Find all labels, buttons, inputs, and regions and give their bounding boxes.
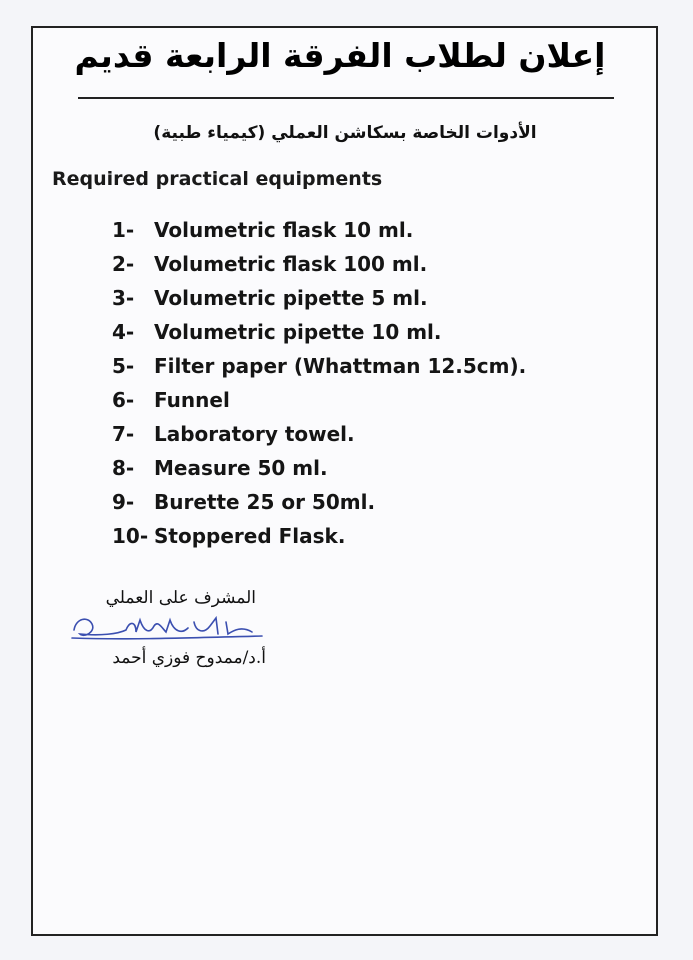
list-item [112, 349, 526, 383]
list-item [112, 451, 526, 485]
handwritten-signature [66, 608, 266, 648]
list-item [112, 417, 526, 451]
item-number: 5- [112, 354, 135, 378]
item-number: 2- [112, 252, 135, 276]
item-number: 1- [112, 218, 135, 242]
announcement-title: إعلان لطلاب الفرقة الرابعة قديم [74, 36, 606, 75]
item-text: Volumetric pipette 10 ml. [154, 320, 442, 344]
item-text: Burette 25 or 50ml. [154, 490, 376, 514]
item-number: 10- [112, 524, 149, 548]
item-text: Volumetric flask 10 ml. [154, 218, 414, 242]
item-text: Laboratory towel. [154, 422, 355, 446]
list-item [112, 247, 526, 281]
item-number: 7- [112, 422, 135, 446]
supervisor-name: أ.د/ممدوح فوزي أحمد [112, 648, 266, 668]
list-item [112, 383, 526, 417]
item-text: Stoppered Flask. [154, 524, 346, 548]
list-item [112, 485, 526, 519]
item-text: Volumetric flask 100 ml. [154, 252, 428, 276]
item-text: Funnel [154, 388, 230, 412]
item-number: 3- [112, 286, 135, 310]
announcement-subtitle: الأدوات الخاصة بسكاشن العملي (كيمياء طبية) [153, 123, 537, 143]
item-text: Volumetric pipette 5 ml. [154, 286, 428, 310]
list-item [112, 281, 526, 315]
item-number: 8- [112, 456, 135, 480]
title-underline [78, 97, 614, 99]
equipment-list [112, 213, 526, 553]
equipment-heading: Required practical equipments [52, 168, 383, 190]
item-number: 6- [112, 388, 135, 412]
item-text: Filter paper (Whattman 12.5cm). [154, 354, 527, 378]
supervisor-role: المشرف على العملي [105, 588, 256, 608]
item-number: 9- [112, 490, 135, 514]
list-item [112, 519, 526, 553]
item-number: 4- [112, 320, 135, 344]
list-item [112, 315, 526, 349]
list-item [112, 213, 526, 247]
item-text: Measure 50 ml. [154, 456, 328, 480]
